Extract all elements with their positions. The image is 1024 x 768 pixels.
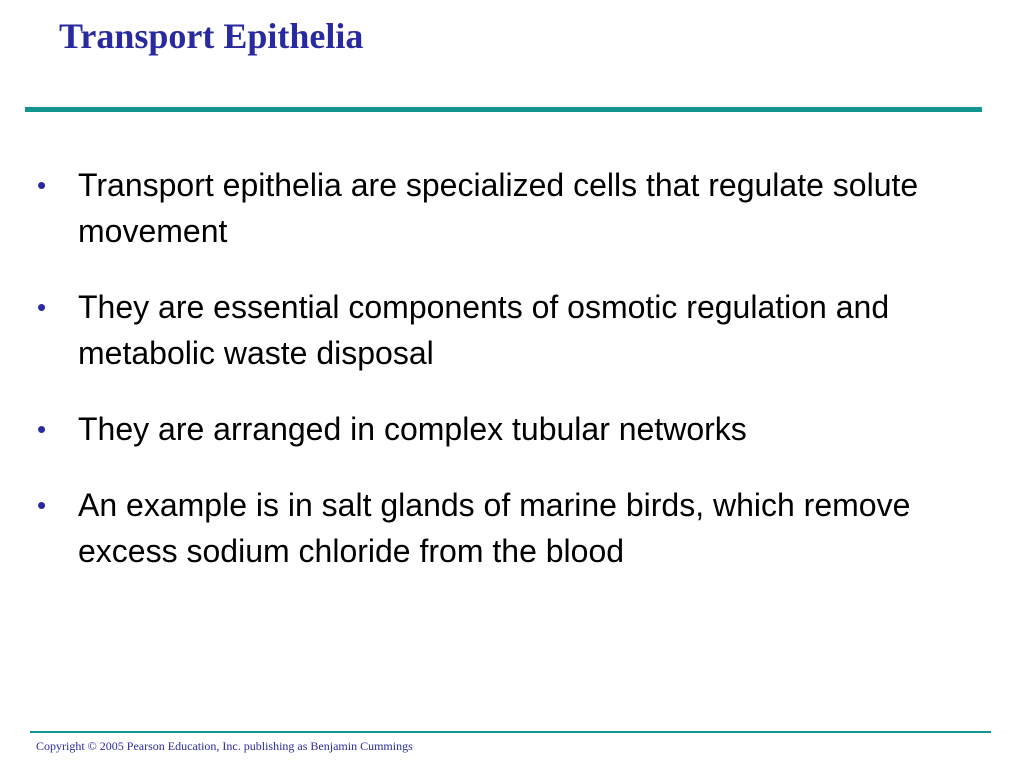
bullet-text-4: An example is in salt glands of marine birds, which remove excess sodium chloride from the blood [78,487,911,569]
bullet-item-4 [37,482,997,574]
copyright-footer: Copyright © 2005 Pearson Education, Inc. publishing as Benjamin Cummings [36,739,413,753]
title-divider [25,107,982,112]
bullet-text-2: They are essential components of osmotic regulation and metabolic waste disposal [78,289,890,371]
footer-divider [30,731,991,733]
bullet-text-3: They are arranged in complex tubular networks [78,411,747,447]
bullet-item-1 [37,162,997,254]
bullet-dot-icon: • [37,170,47,200]
bullet-list [37,162,997,604]
bullet-item-2 [37,284,997,376]
bullet-item-3 [37,406,997,452]
bullet-dot-icon: • [37,490,47,520]
slide-title: Transport Epithelia [59,16,364,56]
bullet-dot-icon: • [37,414,47,444]
bullet-text-1: Transport epithelia are specialized cells that regulate solute movement [78,167,919,249]
bullet-dot-icon: • [37,292,47,322]
